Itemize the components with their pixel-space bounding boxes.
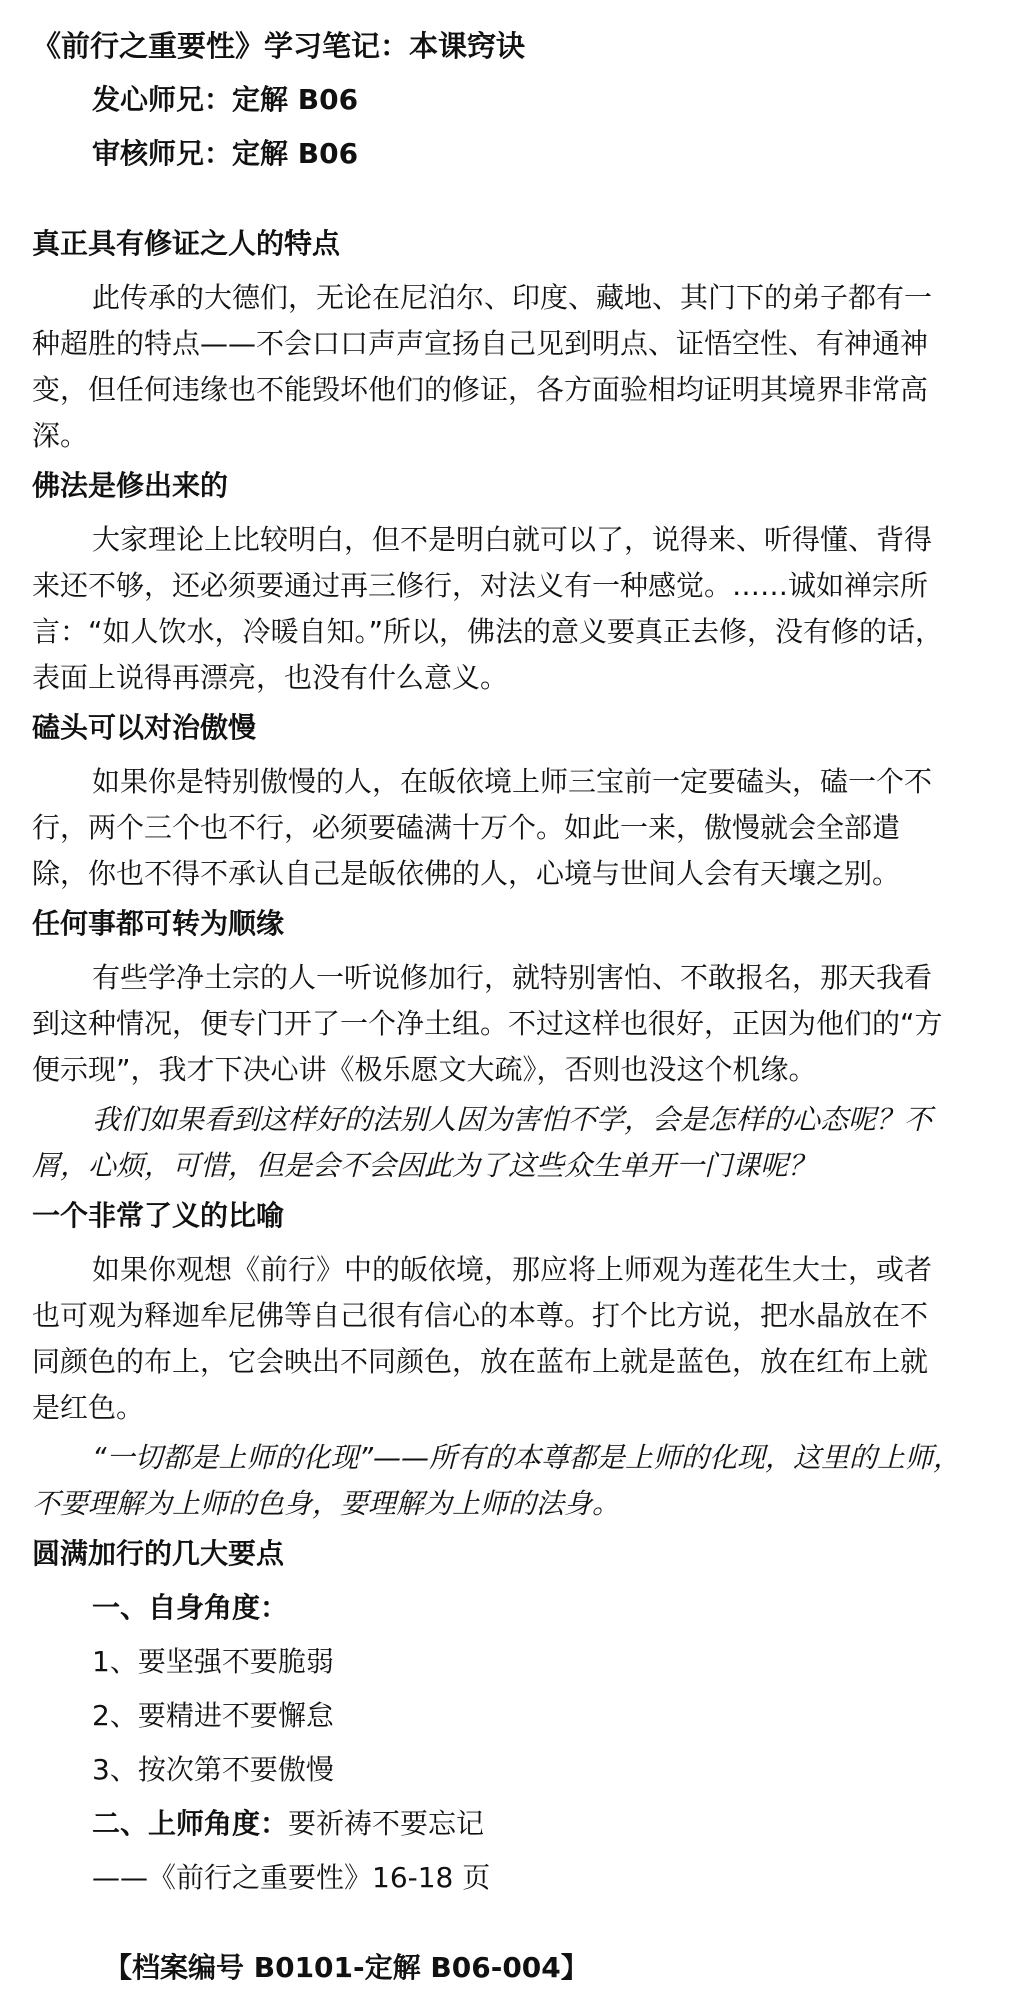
paragraph-line: 也可观为释迦牟尼佛等自己很有信心的本尊。打个比方说，把水晶放在不 (32, 1299, 929, 1332)
paragraph-line: 同颜色的布上，它会映出不同颜色，放在蓝布上就是蓝色，放在红布上就 (32, 1345, 929, 1378)
paragraph-line: 变，但任何违缘也不能毁坏他们的修证，各方面验相均证明其境界非常高 (32, 373, 929, 406)
subheading-teacher (92, 1806, 484, 1842)
subheading-teacher-text: 要祈祷不要忘记 (288, 1807, 485, 1840)
italic-reflection-line: “一切都是上师的化现”——所有的本尊都是上师的化现，这里的上师， (92, 1441, 962, 1474)
source-citation: ——《前行之重要性》16-18 页 (92, 1861, 491, 1894)
paragraph-line: 便示现”，我才下决心讲《极乐愿文大疏》，否则也没这个机缘。 (32, 1053, 817, 1086)
paragraph-line: 表面上说得再漂亮，也没有什么意义。 (32, 661, 509, 694)
paragraph-line: 行，两个三个也不行，必须要磕满十万个。如此一来，傲慢就会全部遣 (32, 811, 901, 844)
italic-reflection-line: 我们如果看到这样好的法别人因为害怕不学，会是怎样的心态呢？不 (92, 1103, 933, 1136)
archive-number: 【档案编号 B0101-定解 B06-004】 (104, 1951, 589, 1984)
list-item: 2、要精进不要懈怠 (92, 1699, 334, 1732)
section-heading: 真正具有修证之人的特点 (32, 227, 341, 260)
subheading-self: 一、自身角度： (92, 1591, 289, 1624)
paragraph-line: 深。 (32, 419, 89, 452)
italic-reflection-line: 不要理解为上师的色身，要理解为上师的法身。 (32, 1487, 621, 1520)
section-heading: 一个非常了义的比喻 (32, 1199, 285, 1232)
section-heading: 佛法是修出来的 (32, 469, 229, 502)
paragraph-line: 大家理论上比较明白，但不是明白就可以了，说得来、听得懂、背得 (92, 523, 933, 556)
subheading-teacher-label: 二、上师角度： (92, 1807, 289, 1840)
reviewer-line: 审核师兄：定解 B06 (92, 137, 359, 170)
paragraph-line: 此传承的大德们，无论在尼泊尔、印度、藏地、其门下的弟子都有一 (92, 281, 933, 314)
list-item: 1、要坚强不要脆弱 (92, 1645, 334, 1678)
paragraph-line: 到这种情况，便专门开了一个净土组。不过这样也很好，正因为他们的“方 (32, 1007, 943, 1040)
paragraph-line: 来还不够，还必须要通过再三修行，对法义有一种感觉。……诚如禅宗所 (32, 569, 929, 602)
paragraph-line: 言：“如人饮水，冷暖自知。”所以，佛法的意义要真正去修，没有修的话， (32, 615, 944, 648)
section-heading: 任何事都可转为顺缘 (32, 907, 285, 940)
paragraph-line: 是红色。 (32, 1391, 145, 1424)
paragraph-line: 除，你也不得不承认自己是皈依佛的人，心境与世间人会有天壤之别。 (32, 857, 901, 890)
author-line: 发心师兄：定解 B06 (92, 83, 359, 116)
list-item: 3、按次第不要傲慢 (92, 1753, 334, 1786)
italic-reflection-line: 屑，心烦，可惜，但是会不会因此为了这些众生单开一门课呢？ (32, 1149, 817, 1182)
section-heading: 圆满加行的几大要点 (32, 1537, 285, 1570)
section-heading: 磕头可以对治傲慢 (32, 711, 257, 744)
paragraph-line: 有些学净土宗的人一听说修加行，就特别害怕、不敢报名，那天我看 (92, 961, 933, 994)
paragraph-line: 如果你观想《前行》中的皈依境，那应将上师观为莲花生大士，或者 (92, 1253, 933, 1286)
document-title: 《前行之重要性》学习笔记：本课窍诀 (32, 29, 526, 63)
paragraph-line: 如果你是特别傲慢的人，在皈依境上师三宝前一定要磕头，磕一个不 (92, 765, 933, 798)
paragraph-line: 种超胜的特点——不会口口声声宣扬自己见到明点、证悟空性、有神通神 (32, 327, 929, 360)
